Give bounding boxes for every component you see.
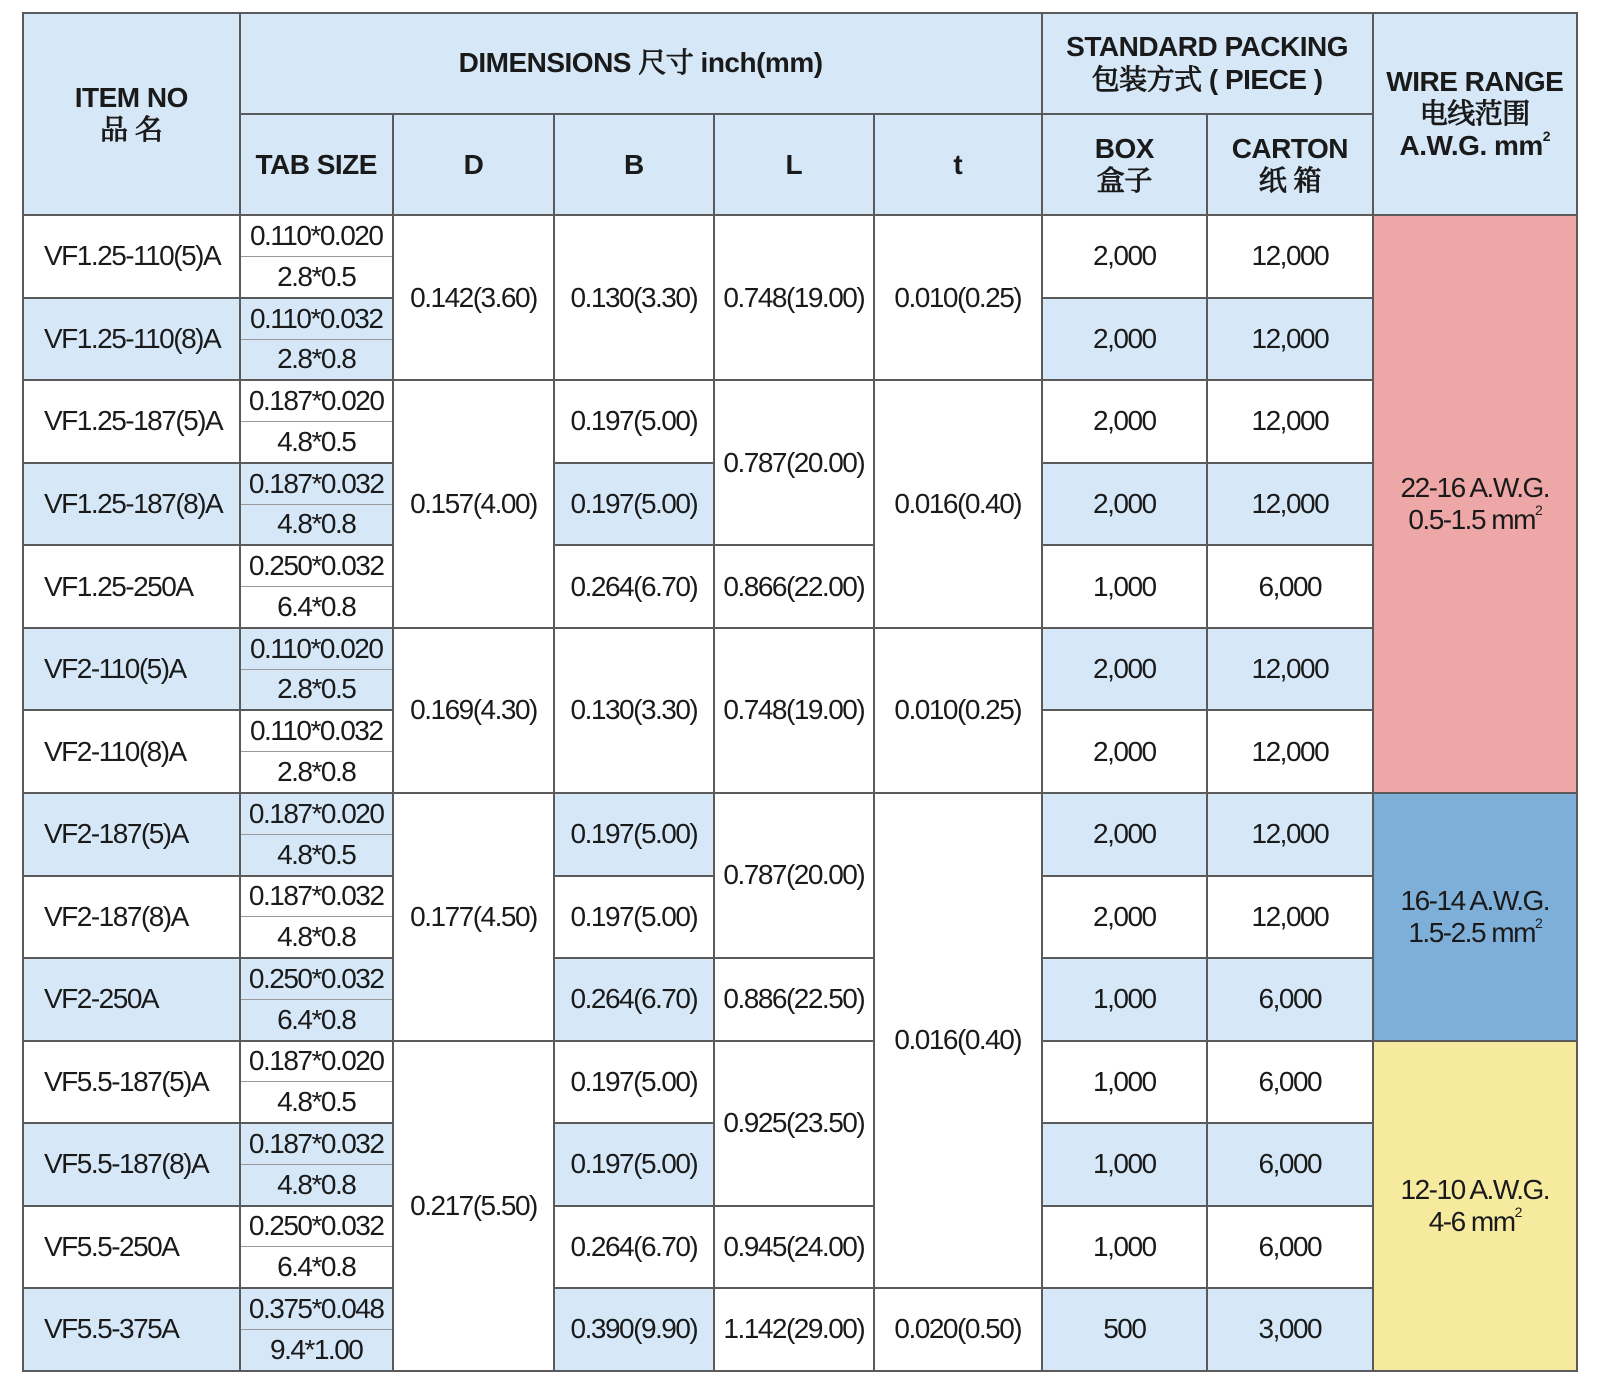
carton-qty-cell: 12,000: [1207, 876, 1373, 959]
box-qty-cell: 1,000: [1042, 1206, 1208, 1289]
table-row: [23, 215, 1577, 256]
item-no-cell: VF5.5-187(5)A: [23, 1041, 240, 1124]
item-no-cell: VF1.25-187(5)A: [23, 380, 240, 463]
box-qty-cell: 2,000: [1042, 380, 1208, 463]
tab-size-inch-cell: 0.110*0.032: [240, 298, 393, 339]
table-row: [23, 1288, 1577, 1329]
tab-size-inch-cell: 0.375*0.048: [240, 1288, 393, 1329]
header-item-no-label: ITEM NO: [74, 81, 188, 113]
dimension-b-cell: 0.130(3.30): [554, 215, 713, 380]
item-no-cell: VF2-110(8)A: [23, 710, 240, 793]
item-no-cell: VF1.25-250A: [23, 545, 240, 628]
box-qty-cell: 1,000: [1042, 1041, 1208, 1124]
dimension-l-cell: 0.925(23.50): [714, 1041, 874, 1206]
header-wire-range-units: A.W.G. $mm^2$: [1399, 128, 1551, 162]
carton-qty-cell: 6,000: [1207, 545, 1373, 628]
tab-size-mm-cell: 2.8*0.5: [240, 257, 393, 298]
header-standard-packing-cn: 包装方式 ( PIECE ): [1091, 63, 1323, 95]
spec-table: [22, 12, 1578, 1372]
table-row: [23, 1041, 1577, 1082]
dimension-t-cell: 0.020(0.50): [874, 1288, 1042, 1371]
dimension-l-cell: 0.787(20.00): [714, 793, 874, 958]
header-box-label: BOX: [1094, 132, 1154, 164]
table-row: [23, 628, 1577, 669]
item-no-cell: VF2-110(5)A: [23, 628, 240, 711]
header-wire-range-label: WIRE RANGE: [1386, 65, 1564, 97]
header-item-no: [23, 13, 240, 215]
box-qty-cell: 1,000: [1042, 958, 1208, 1041]
carton-qty-cell: 12,000: [1207, 298, 1373, 381]
tab-size-inch-cell: 0.187*0.020: [240, 793, 393, 834]
header-carton-cn: 纸 箱: [1258, 164, 1321, 196]
wire-range-awg: 16-14 A.W.G.: [1400, 884, 1550, 916]
item-no-cell: VF2-187(8)A: [23, 876, 240, 959]
header-box-cn: 盒子: [1096, 164, 1152, 196]
header-dimensions: DIMENSIONS 尺寸 inch(mm): [240, 13, 1042, 114]
header-carton: [1207, 114, 1373, 215]
header-carton-label: CARTON: [1231, 132, 1348, 164]
dimension-b-cell: 0.197(5.00): [554, 380, 713, 463]
tab-size-mm-cell: 4.8*0.8: [240, 1164, 393, 1205]
dimension-l-cell: 0.748(19.00): [714, 628, 874, 793]
carton-qty-cell: 3,000: [1207, 1288, 1373, 1371]
dimension-b-cell: 0.390(9.90): [554, 1288, 713, 1371]
wire-range-cell: [1373, 1041, 1577, 1371]
wire-range-cell: [1373, 793, 1577, 1041]
dimension-b-cell: 0.264(6.70): [554, 545, 713, 628]
item-no-cell: VF1.25-187(8)A: [23, 463, 240, 546]
header-wire-range-cn: 电线范围: [1419, 98, 1530, 130]
tab-size-mm-cell: 6.4*0.8: [240, 999, 393, 1040]
item-no-cell: VF2-187(5)A: [23, 793, 240, 876]
tab-size-inch-cell: 0.187*0.020: [240, 1041, 393, 1082]
tab-size-inch-cell: 0.110*0.020: [240, 215, 393, 256]
item-no-cell: VF5.5-187(8)A: [23, 1123, 240, 1206]
box-qty-cell: 2,000: [1042, 793, 1208, 876]
dimension-d-cell: 0.157(4.00): [393, 380, 554, 628]
tab-size-mm-cell: 2.8*0.8: [240, 339, 393, 380]
carton-qty-cell: 6,000: [1207, 1206, 1373, 1289]
dimension-b-cell: 0.197(5.00): [554, 793, 713, 876]
carton-qty-cell: 12,000: [1207, 628, 1373, 711]
tab-size-inch-cell: 0.187*0.032: [240, 876, 393, 917]
wire-range-mm: 4-6 $mm^2$: [1428, 1203, 1521, 1237]
carton-qty-cell: 12,000: [1207, 710, 1373, 793]
tab-size-inch-cell: 0.110*0.020: [240, 628, 393, 669]
tab-size-mm-cell: 6.4*0.8: [240, 587, 393, 628]
box-qty-cell: 1,000: [1042, 545, 1208, 628]
carton-qty-cell: 12,000: [1207, 793, 1373, 876]
tab-size-mm-cell: 4.8*0.5: [240, 422, 393, 463]
tab-size-inch-cell: 0.250*0.032: [240, 958, 393, 999]
item-no-cell: VF5.5-250A: [23, 1206, 240, 1289]
tab-size-mm-cell: 6.4*0.8: [240, 1247, 393, 1288]
box-qty-cell: 2,000: [1042, 876, 1208, 959]
dimension-l-cell: 0.787(20.00): [714, 380, 874, 545]
item-no-cell: VF1.25-110(5)A: [23, 215, 240, 298]
table-row: [23, 380, 1577, 421]
item-no-cell: VF1.25-110(8)A: [23, 298, 240, 381]
dimension-l-cell: 0.748(19.00): [714, 215, 874, 380]
dimension-l-cell: 0.866(22.00): [714, 545, 874, 628]
tab-size-mm-cell: 4.8*0.5: [240, 834, 393, 875]
tab-size-inch-cell: 0.187*0.032: [240, 463, 393, 504]
carton-qty-cell: 12,000: [1207, 380, 1373, 463]
table-row: [23, 545, 1577, 586]
header-box: [1042, 114, 1208, 215]
dimension-b-cell: 0.264(6.70): [554, 1206, 713, 1289]
tab-size-mm-cell: 9.4*1.00: [240, 1329, 393, 1371]
tab-size-inch-cell: 0.187*0.020: [240, 380, 393, 421]
carton-qty-cell: 12,000: [1207, 463, 1373, 546]
header-b: B: [554, 114, 713, 215]
box-qty-cell: 2,000: [1042, 298, 1208, 381]
tab-size-inch-cell: 0.187*0.032: [240, 1123, 393, 1164]
tab-size-mm-cell: 4.8*0.8: [240, 917, 393, 958]
tab-size-mm-cell: 2.8*0.8: [240, 752, 393, 793]
dimension-l-cell: 1.142(29.00): [714, 1288, 874, 1371]
tab-size-inch-cell: 0.250*0.032: [240, 545, 393, 586]
carton-qty-cell: 6,000: [1207, 1041, 1373, 1124]
header-t: t: [874, 114, 1042, 215]
dimension-d-cell: 0.142(3.60): [393, 215, 554, 380]
dimension-l-cell: 0.945(24.00): [714, 1206, 874, 1289]
dimension-b-cell: 0.197(5.00): [554, 876, 713, 959]
dimension-b-cell: 0.197(5.00): [554, 1123, 713, 1206]
box-qty-cell: 500: [1042, 1288, 1208, 1371]
box-qty-cell: 2,000: [1042, 463, 1208, 546]
carton-qty-cell: 12,000: [1207, 215, 1373, 298]
dimension-t-cell: 0.016(0.40): [874, 380, 1042, 628]
box-qty-cell: 2,000: [1042, 628, 1208, 711]
header-tab-size: TAB SIZE: [240, 114, 393, 215]
tab-size-inch-cell: 0.110*0.032: [240, 710, 393, 751]
header-l: L: [714, 114, 874, 215]
header-wire-range: [1373, 13, 1577, 215]
table-row: [23, 1206, 1577, 1247]
dimension-b-cell: 0.197(5.00): [554, 463, 713, 546]
tab-size-mm-cell: 2.8*0.5: [240, 669, 393, 710]
table-row: [23, 958, 1577, 999]
carton-qty-cell: 6,000: [1207, 958, 1373, 1041]
box-qty-cell: 1,000: [1042, 1123, 1208, 1206]
dimension-b-cell: 0.130(3.30): [554, 628, 713, 793]
header-item-no-cn: 品 名: [100, 114, 163, 146]
wire-range-cell: [1373, 215, 1577, 793]
carton-qty-cell: 6,000: [1207, 1123, 1373, 1206]
wire-range-mm: 1.5-2.5 $mm^2$: [1408, 914, 1542, 948]
dimension-t-cell: 0.016(0.40): [874, 793, 1042, 1288]
wire-range-awg: 12-10 A.W.G.: [1400, 1173, 1550, 1205]
dimension-b-cell: 0.264(6.70): [554, 958, 713, 1041]
item-no-cell: VF2-250A: [23, 958, 240, 1041]
header-standard-packing-label: STANDARD PACKING: [1066, 31, 1349, 63]
tab-size-mm-cell: 4.8*0.5: [240, 1082, 393, 1123]
dimension-d-cell: 0.217(5.50): [393, 1041, 554, 1371]
dimension-t-cell: 0.010(0.25): [874, 215, 1042, 380]
header-d: D: [393, 114, 554, 215]
tab-size-mm-cell: 4.8*0.8: [240, 504, 393, 545]
dimension-l-cell: 0.886(22.50): [714, 958, 874, 1041]
wire-range-awg: 22-16 A.W.G.: [1400, 471, 1550, 503]
box-qty-cell: 2,000: [1042, 215, 1208, 298]
dimension-t-cell: 0.010(0.25): [874, 628, 1042, 793]
item-no-cell: VF5.5-375A: [23, 1288, 240, 1371]
box-qty-cell: 2,000: [1042, 710, 1208, 793]
dimension-d-cell: 0.169(4.30): [393, 628, 554, 793]
dimension-b-cell: 0.197(5.00): [554, 1041, 713, 1124]
wire-range-mm: 0.5-1.5 $mm^2$: [1408, 502, 1542, 536]
header-standard-packing: [1042, 13, 1373, 114]
dimension-d-cell: 0.177(4.50): [393, 793, 554, 1041]
table-row: [23, 793, 1577, 834]
tab-size-inch-cell: 0.250*0.032: [240, 1206, 393, 1247]
